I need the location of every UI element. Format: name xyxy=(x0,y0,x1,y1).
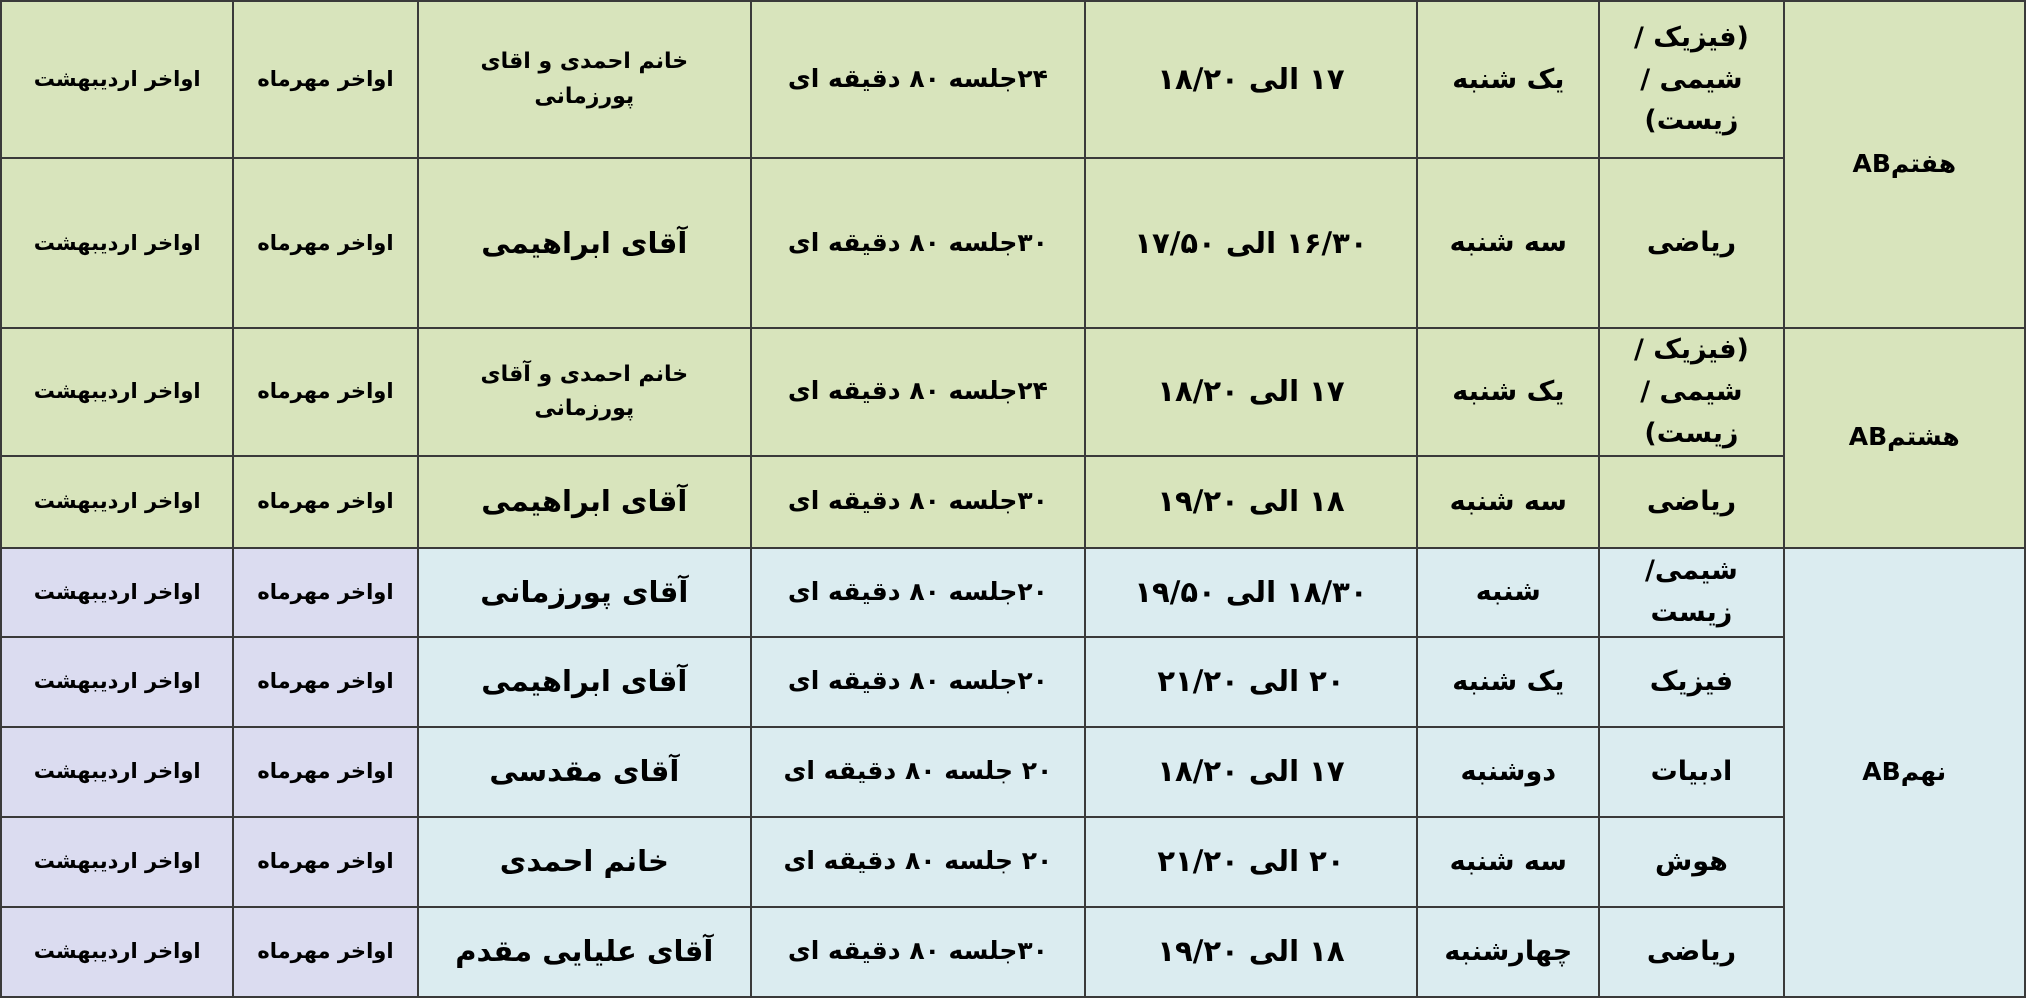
teacher-cell: خانم احمدی و اقای پورزمانی xyxy=(418,1,752,158)
sessions-cell: ۳۰جلسه ۸۰ دقیقه ای xyxy=(751,158,1085,328)
day-cell: چهارشنبه xyxy=(1417,907,1599,997)
end-cell: اواخر اردیبهشت xyxy=(1,328,233,456)
start-cell: اواخر مهرماه xyxy=(233,328,417,456)
grade-cell: نهمAB xyxy=(1784,548,2025,997)
table-row xyxy=(1,456,2025,548)
time-cell: ۲۰ الی ۲۱/۲۰ xyxy=(1085,637,1418,727)
day-cell: یک شنبه xyxy=(1417,1,1599,158)
teacher-cell: آقای ابراهیمی xyxy=(418,637,752,727)
sessions-cell: ۲۰جلسه ۸۰ دقیقه ای xyxy=(751,637,1085,727)
subject-cell: فیزیک xyxy=(1599,637,1783,727)
end-cell: اواخر اردیبهشت xyxy=(1,456,233,548)
subject-cell: ریاضی xyxy=(1599,907,1783,997)
teacher-cell: آقای علیایی مقدم xyxy=(418,907,752,997)
teacher-cell: آقای ابراهیمی xyxy=(418,158,752,328)
start-cell: اواخر مهرماه xyxy=(233,637,417,727)
start-cell: اواخر مهرماه xyxy=(233,456,417,548)
table-row xyxy=(1,158,2025,328)
table-row xyxy=(1,1,2025,158)
teacher-cell: آقای ابراهیمی xyxy=(418,456,752,548)
start-cell: اواخر مهرماه xyxy=(233,817,417,907)
subject-cell: ریاضی xyxy=(1599,158,1783,328)
grade-cell: هشتمAB xyxy=(1784,328,2025,548)
table-row xyxy=(1,907,2025,997)
teacher-cell: آقای مقدسی xyxy=(418,727,752,817)
sessions-cell: ۳۰جلسه ۸۰ دقیقه ای xyxy=(751,456,1085,548)
day-cell: سه شنبه xyxy=(1417,158,1599,328)
time-cell: ۱۸/۳۰ الی ۱۹/۵۰ xyxy=(1085,548,1418,637)
start-cell: اواخر مهرماه xyxy=(233,1,417,158)
teacher-cell: خانم احمدی xyxy=(418,817,752,907)
grade-cell: هفتمAB xyxy=(1784,1,2025,328)
start-cell: اواخر مهرماه xyxy=(233,548,417,637)
subject-cell: ادبیات xyxy=(1599,727,1783,817)
day-cell: یک شنبه xyxy=(1417,328,1599,456)
table-row xyxy=(1,817,2025,907)
day-cell: دوشنبه xyxy=(1417,727,1599,817)
time-cell: ۱۸ الی ۱۹/۲۰ xyxy=(1085,456,1418,548)
table-row xyxy=(1,548,2025,637)
end-cell: اواخر اردیبهشت xyxy=(1,158,233,328)
time-cell: ۱۶/۳۰ الی ۱۷/۵۰ xyxy=(1085,158,1418,328)
table-row xyxy=(1,727,2025,817)
teacher-cell: خانم احمدی و آقای پورزمانی xyxy=(418,328,752,456)
time-cell: ۱۸ الی ۱۹/۲۰ xyxy=(1085,907,1418,997)
end-cell: اواخر اردیبهشت xyxy=(1,637,233,727)
end-cell: اواخر اردیبهشت xyxy=(1,1,233,158)
teacher-cell: آقای پورزمانی xyxy=(418,548,752,637)
day-cell: سه شنبه xyxy=(1417,456,1599,548)
day-cell: یک شنبه xyxy=(1417,637,1599,727)
table-row xyxy=(1,328,2025,456)
end-cell: اواخر اردیبهشت xyxy=(1,817,233,907)
sessions-cell: ۲۰جلسه ۸۰ دقیقه ای xyxy=(751,548,1085,637)
subject-cell: ریاضی xyxy=(1599,456,1783,548)
time-cell: ۱۷ الی ۱۸/۲۰ xyxy=(1085,727,1418,817)
end-cell: اواخر اردیبهشت xyxy=(1,548,233,637)
day-cell: سه شنبه xyxy=(1417,817,1599,907)
subject-cell: شیمی/زیست xyxy=(1599,548,1783,637)
start-cell: اواخر مهرماه xyxy=(233,727,417,817)
subject-cell: (فیزیک / شیمی / زیست) xyxy=(1599,1,1783,158)
sessions-cell: ۲۰ جلسه ۸۰ دقیقه ای xyxy=(751,727,1085,817)
start-cell: اواخر مهرماه xyxy=(233,158,417,328)
sessions-cell: ۲۰ جلسه ۸۰ دقیقه ای xyxy=(751,817,1085,907)
sessions-cell: ۳۰جلسه ۸۰ دقیقه ای xyxy=(751,907,1085,997)
start-cell: اواخر مهرماه xyxy=(233,907,417,997)
day-cell: شنبه xyxy=(1417,548,1599,637)
table-row xyxy=(1,637,2025,727)
time-cell: ۱۷ الی ۱۸/۲۰ xyxy=(1085,1,1418,158)
sessions-cell: ۲۴جلسه ۸۰ دقیقه ای xyxy=(751,328,1085,456)
end-cell: اواخر اردیبهشت xyxy=(1,727,233,817)
subject-cell: (فیزیک / شیمی / زیست) xyxy=(1599,328,1783,456)
time-cell: ۲۰ الی ۲۱/۲۰ xyxy=(1085,817,1418,907)
subject-cell: هوش xyxy=(1599,817,1783,907)
end-cell: اواخر اردیبهشت xyxy=(1,907,233,997)
sessions-cell: ۲۴جلسه ۸۰ دقیقه ای xyxy=(751,1,1085,158)
time-cell: ۱۷ الی ۱۸/۲۰ xyxy=(1085,328,1418,456)
